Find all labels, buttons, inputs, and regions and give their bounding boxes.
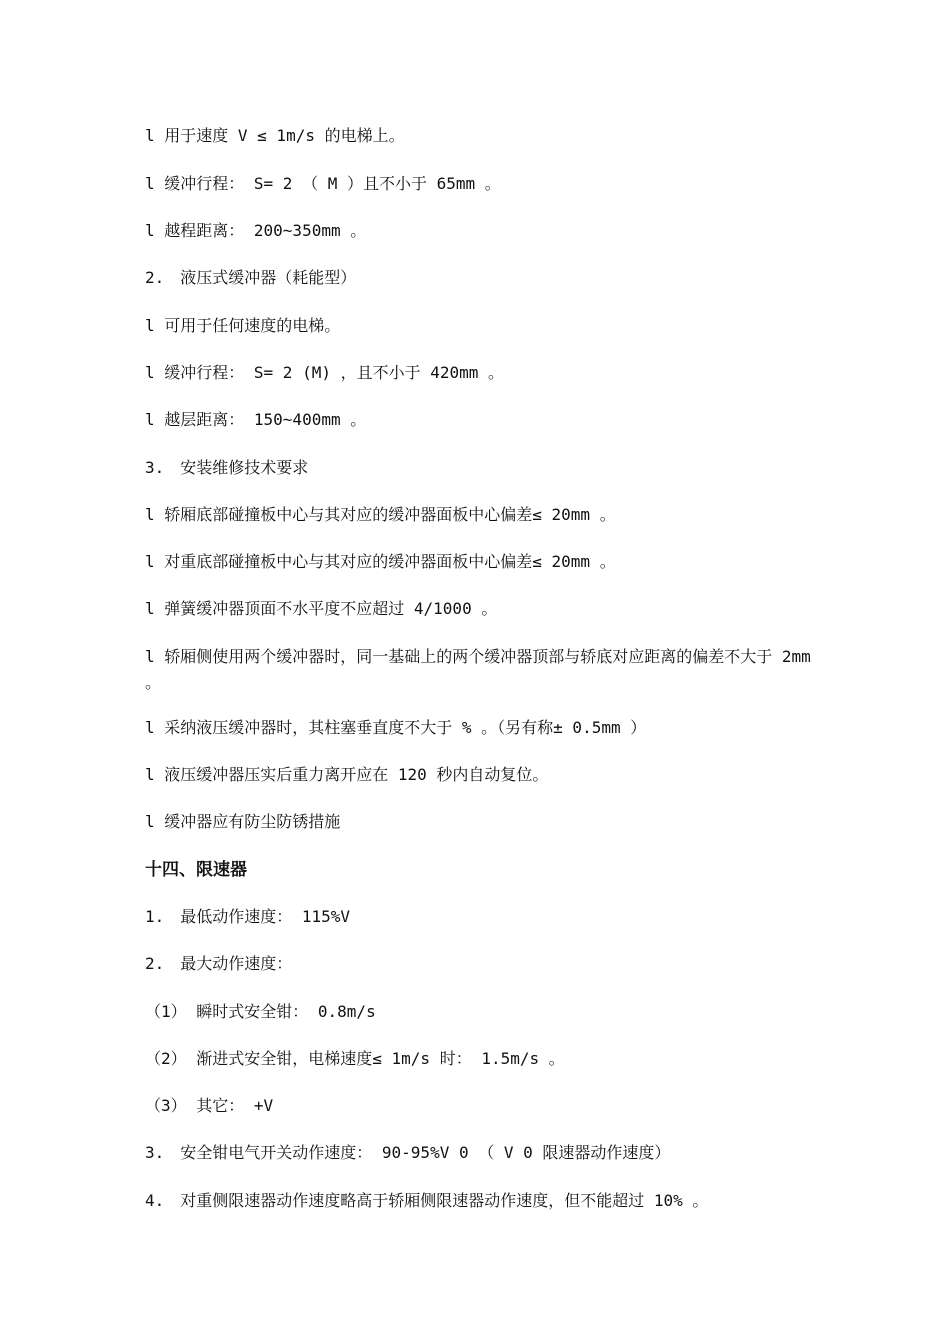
bullet-hydraulic-stroke: l 缓冲行程： S= 2 (M) ，且不小于 420mm 。	[145, 363, 505, 382]
item-min-trip-speed: 1. 最低动作速度： 115%V	[145, 907, 351, 926]
section-installation-requirements: 3. 安装维修技术要求	[145, 458, 309, 477]
section-hydraulic-buffer: 2. 液压式缓冲器（耗能型）	[145, 268, 357, 287]
bullet-floor-distance: l 越层距离： 150~400mm 。	[145, 410, 367, 429]
bullet-car-deviation: l 轿厢底部碰撞板中心与其对应的缓冲器面板中心偏差≤ 20mm 。	[145, 505, 616, 524]
subitem-progressive: （2） 渐进式安全钳，电梯速度≤ 1m/s 时： 1.5m/s 。	[145, 1049, 565, 1068]
bullet-spring-levelness: l 弹簧缓冲器顶面不水平度不应超过 4/1000 。	[145, 599, 498, 618]
section-heading-speed-governor: 十四、限速器	[145, 860, 247, 880]
bullet-buffer-stroke: l 缓冲行程： S= 2 （ M ）且不小于 65mm 。	[145, 174, 501, 193]
item-counterweight-governor: 4. 对重侧限速器动作速度略高于轿厢侧限速器动作速度，但不能超过 10% 。	[145, 1191, 709, 1210]
bullet-overtravel-distance: l 越程距离： 200~350mm 。	[145, 221, 367, 240]
bullet-any-speed: l 可用于任何速度的电梯。	[145, 316, 341, 335]
subitem-other: （3） 其它： +V	[145, 1096, 274, 1115]
bullet-counterweight-deviation: l 对重底部碰撞板中心与其对应的缓冲器面板中心偏差≤ 20mm 。	[145, 552, 616, 571]
bullet-plunger-verticality: l 采纳液压缓冲器时，其柱塞垂直度不大于 % 。（另有称± 0.5mm ）	[145, 718, 647, 737]
bullet-speed-range: l 用于速度 V ≤ 1m/s 的电梯上。	[145, 126, 405, 145]
bullet-auto-reset: l 液压缓冲器压实后重力离开应在 120 秒内自动复位。	[145, 765, 549, 784]
item-max-trip-speed: 2. 最大动作速度：	[145, 954, 293, 973]
bullet-two-buffers: l 轿厢侧使用两个缓冲器时，同一基础上的两个缓冲器顶部与轿底对应距离的偏差不大于 2mm 。	[145, 647, 811, 692]
subitem-instantaneous: （1） 瞬时式安全钳： 0.8m/s	[145, 1002, 376, 1021]
item-switch-speed: 3. 安全钳电气开关动作速度： 90-95%V 0 （ V 0 限速器动作速度）	[145, 1143, 671, 1162]
bullet-dust-rust: l 缓冲器应有防尘防锈措施	[145, 812, 341, 831]
